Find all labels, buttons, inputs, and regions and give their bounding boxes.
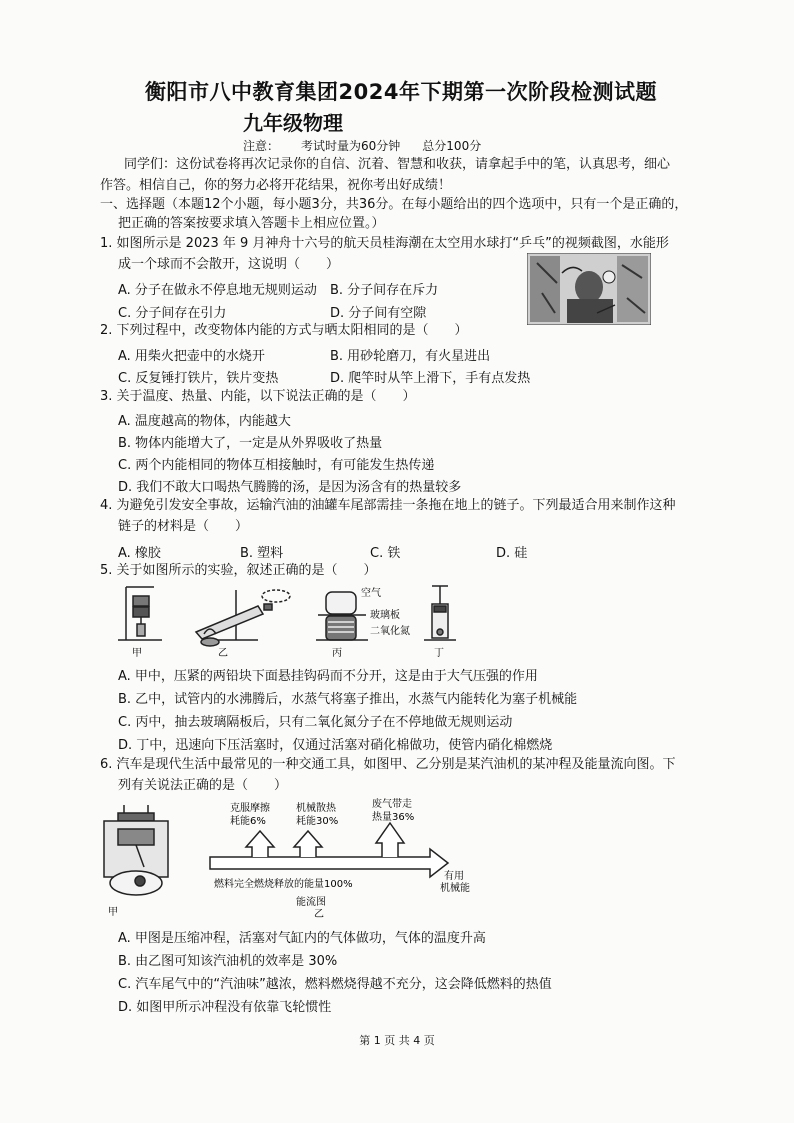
flow-title: 能流图: [296, 897, 326, 908]
heat-loss-label-1: 机械散热: [296, 803, 336, 814]
section-1-line-1: 一、选择题（本题12个小题，每小题3分，共36分。在每小题给出的四个选项中，只有一个是正确的，: [100, 197, 688, 212]
page-footer: 第 1 页 共 4 页: [359, 1034, 435, 1047]
question-5-option-d: D. 丁中，迅速向下压活塞时，仅通过活塞对硝化棉做功，使管内硝化棉燃烧: [118, 738, 553, 753]
exhaust-label-2: 热量36%: [372, 812, 415, 823]
friction-label-1: 克服摩擦: [230, 803, 270, 814]
glass-label: 玻璃板: [370, 610, 400, 621]
air-label: 空气: [361, 588, 381, 599]
intro-line-2: 作答。相信自己，你的努力必将开花结果，祝你考出好成绩！: [100, 178, 452, 193]
question-4-stem-1: 4. 为避免引发安全事故，运输汽油的油罐车尾部需挂一条拖在地上的链子。下列最适合用来制作这种: [100, 498, 676, 513]
question-4-stem-2: 链子的材料是（ ）: [118, 519, 249, 534]
question-2-option-d: D. 爬竿时从竿上滑下，手有点发热: [330, 371, 531, 386]
question-3-stem: 3. 关于温度、热量、内能，以下说法正确的是（ ）: [100, 389, 416, 404]
diffusion-jars: [316, 592, 368, 640]
test-tube-apparatus: [196, 590, 290, 646]
no2-label: 二氧化氮: [370, 626, 410, 637]
question-5-option-c: C. 丙中，抽去玻璃隔板后，只有二氧化氮分子在不停地做无规则运动: [118, 715, 513, 730]
exam-note: [243, 137, 503, 154]
question-3-option-d: D. 我们不敢大口喝热气腾腾的汤，是因为汤含有的热量较多: [118, 480, 462, 495]
exam-subtitle: 九年级物理: [243, 111, 343, 135]
note-label: 注意：: [243, 139, 280, 153]
piston-tube: [424, 586, 456, 640]
question-4-option-d: D. 硅: [496, 546, 528, 561]
question-4-option-c: C. 铁: [370, 546, 401, 561]
question-4-option-a: A. 橡胶: [118, 546, 161, 561]
question-3-option-b: B. 物体内能增大了，一定是从外界吸收了热量: [118, 436, 383, 451]
energy-flow-diagram: [210, 823, 448, 877]
question-1-option-b: B. 分子间存在斥力: [330, 283, 439, 298]
question-5-option-b: B. 乙中，试管内的水沸腾后，水蒸气将塞子推出，水蒸气内能转化为塞子机械能: [118, 692, 578, 707]
question-6-option-d: D. 如图甲所示冲程没有依靠飞轮惯性: [118, 1000, 332, 1015]
question-3-option-c: C. 两个内能相同的物体互相接触时，有可能发生热传递: [118, 458, 435, 473]
heat-loss-label-2: 耗能30%: [296, 816, 339, 827]
exhaust-label-1: 废气带走: [372, 799, 412, 810]
question-1-option-d: D. 分子间有空隙: [330, 306, 427, 321]
intro-line-1: 同学们：这份试卷将再次记录你的自信、沉着、智慧和收获，请拿起手中的笔，认真思考，细心: [124, 157, 671, 172]
question-2-option-b: B. 用砂轮磨刀，有火星进出: [330, 349, 491, 364]
astronaut-photo: [527, 253, 651, 325]
label-jia: 甲: [132, 648, 142, 659]
question-5-stem: 5. 关于如图所示的实验，叙述正确的是（ ）: [100, 563, 377, 578]
question-3-option-a: A. 温度越高的物体，内能越大: [118, 414, 291, 429]
useful-label-2: 机械能: [440, 883, 470, 894]
question-2-option-a: A. 用柴火把壶中的水烧开: [118, 349, 265, 364]
label-yi: 乙: [218, 648, 228, 659]
label-ding: 丁: [434, 648, 444, 659]
exam-title: 衡阳市八中教育集团2024年下期第一次阶段检测试题: [145, 80, 657, 104]
engine-label-jia: 甲: [108, 907, 118, 918]
question-6-option-a: A. 甲图是压缩冲程，活塞对气缸内的气体做功，气体的温度升高: [118, 931, 486, 946]
question-1-option-a: A. 分子在做永不停息地无规则运动: [118, 283, 317, 298]
exam-time: 考试时量为60分钟: [301, 139, 401, 153]
question-5-option-a: A. 甲中，压紧的两铅块下面悬挂钩码而不分开，这是由于大气压强的作用: [118, 669, 538, 684]
question-6-stem-1: 6. 汽车是现代生活中最常见的一种交通工具，如图甲、乙分别是某汽油机的某冲程及能量流向图。下: [100, 757, 676, 772]
friction-label-2: 耗能6%: [230, 816, 266, 827]
question-2-option-c: C. 反复锤打铁片，铁片变热: [118, 371, 279, 386]
question-4-option-b: B. 塑料: [240, 546, 284, 561]
question-1-stem-2: 成一个球而不会散开，这说明（ ）: [118, 257, 340, 272]
exam-score: 总分100分: [422, 139, 482, 153]
question-1-option-c: C. 分子间存在引力: [118, 306, 227, 321]
engine-figure: [100, 797, 500, 922]
question-6-option-b: B. 由乙图可知该汽油机的效率是 30%: [118, 954, 338, 969]
section-1-line-2: 把正确的答案按要求填入答题卡上相应位置。）: [118, 216, 385, 231]
flow-label-yi: 乙: [314, 909, 324, 920]
label-bing: 丙: [332, 648, 342, 659]
engine-cylinder: [104, 805, 168, 895]
question-1-stem-1: 1. 如图所示是 2023 年 9 月神舟十六号的航天员桂海潮在太空用水球打“乒乓”的视频截图，水能形: [100, 236, 669, 251]
lead-block-apparatus: [118, 587, 162, 640]
useful-label-1: 有用: [444, 871, 464, 882]
question-2-stem: 2. 下列过程中，改变物体内能的方式与晒太阳相同的是（ ）: [100, 323, 468, 338]
fuel-energy-label: 燃料完全燃烧释放的能量100%: [214, 879, 353, 890]
experiment-figure: [118, 582, 488, 662]
question-6-stem-2: 列有关说法正确的是（ ）: [118, 778, 288, 793]
question-6-option-c: C. 汽车尾气中的“汽油味”越浓，燃料燃烧得越不充分，这会降低燃料的热值: [118, 977, 552, 992]
